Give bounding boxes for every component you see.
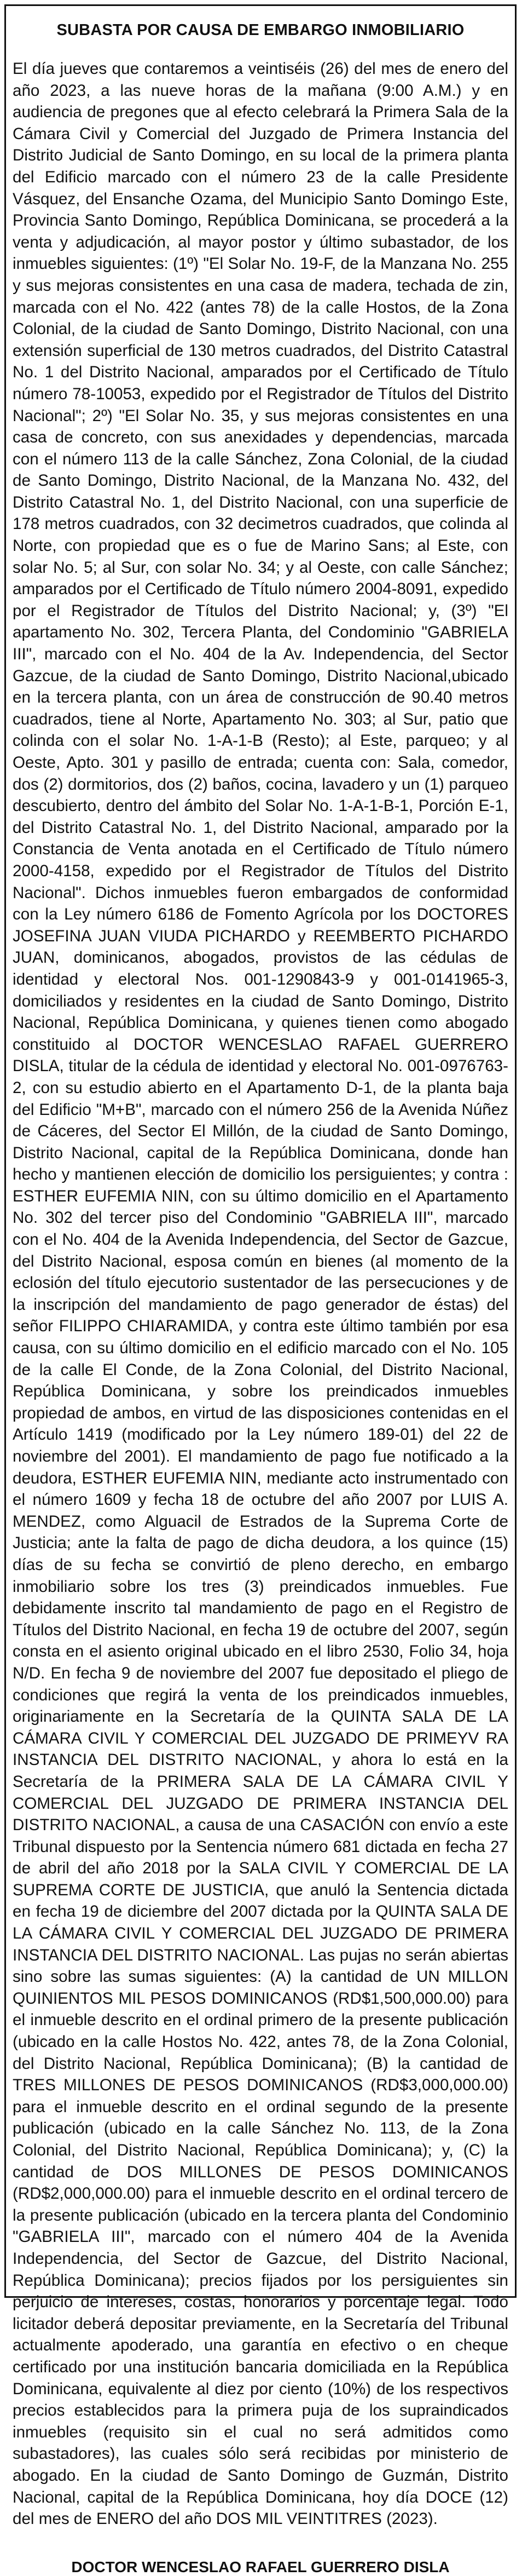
notice-title: SUBASTA POR CAUSA DE EMBARGO INMOBILIARIO	[56, 21, 465, 39]
legal-notice	[4, 4, 517, 2575]
notice-body: El día jueves que contaremos a veintiséis (26) del mes de enero del año 2023, a las nueve horas de la mañana (9:00 A.M.) y en audiencia de pregones que al efecto celebrará la Primera Sala de la Cámara Civil y Comercial del Juzgado de Primera Instancia del Distrito Judicial de Santo Domingo, en su local de la primera planta del Edificio marcado con el número 23 de la calle Presidente Vásquez, del Ensanche Ozama, del Municipio Santo Domingo Este, Provincia Santo Domingo, República Dominicana, se procederá a la venta y adjudicación, al mayor postor y último subastador, de los inmuebles siguientes: (1º) "El Solar No. 19-F, de la Manzana No. 255 y sus mejoras consistentes en una casa de madera, techada de zin, marcada con el No. 422 (antes 78) de la calle Hostos, de la Zona Colonial, de la ciudad de Santo Domingo, Distrito Nacional, con una extensión superficial de 130 metros cuadrados, del Distrito Catastral No. 1 del Distrito Nacional, amparados por el Certificado de Título número 78-10053, expedido por el Registrador de Títulos del Distrito Nacional"; 2º) "El Solar No. 35, y sus mejoras consistentes en una casa de concreto, con sus anexidades y dependencias, marcada con el número 113 de la calle Sánchez, Zona Colonial, de la ciudad de Santo Domingo, Distrito Nacional, de la Manzana No. 432, del Distrito Catastral No. 1, del Distrito Nacional, con una superficie de 178 metros cuadrados, con 32 decimetros cuadrados, que colinda al Norte, con propiedad que es o fue de Marino Sans; al Este, con solar No. 5; al Sur, con solar No. 34; y al Oeste, con calle Sánchez; amparados por el Certificado de Título número 2004-8091, expedido por el Registrador de Títulos del Distrito Nacional; y, (3º) "El apartamento No. 302, Tercera Planta, del Condominio "GABRIELA III", marcado con el No. 404 de la Av. Independencia, del Sector Gazcue, de la ciudad de Santo Domingo, Distrito Nacional,ubicado en la tercera planta, con un área de construcción de 90.40 metros cuadrados, tiene al Norte, Apartamento No. 303; al Sur, patio que colinda con el solar No. 1-A-1-B (Resto); al Este, parqueo; y al Oeste, Apto. 301 y pasillo de entrada; cuenta con: Sala, comedor, dos (2) dormitorios, dos (2) baños, cocina, lavadero y un (1) parqueo descubierto, dentro del ámbito del Solar No. 1-A-1-B-1, Porción E-1, del Distrito Catastral No. 1, del Distrito Nacional, amparado por la Constancia de Venta anotada en el Certificado de Título número 2000-4158, expedido por el Registrador de Títulos del Distrito Nacional". Dichos inmuebles fueron embargados de conformidad con la Ley número 6186 de Fomento Agrícola por los DOCTORES JOSEFINA JUAN VIUDA PICHARDO y REEMBERTO PICHARDO JUAN, dominicanos, abogados, provistos de las cédulas de identidad y electoral Nos. 001-1290843-9 y 001-0141965-3, domiciliados y residentes en la ciudad de Santo Domingo, Distrito Nacional, República Dominicana, y quienes tienen como abogado constituido al DOCTOR WENCESLAO RAFAEL GUERRERO DISLA, titular de la cédula de identidad y electoral No. 001-0976763-2, con su estudio abierto en el Apartamento D-1, de la planta baja del Edificio "M+B", marcado con el número 256 de la Avenida Núñez de Cáceres, del Sector El Millón, de la ciudad de Santo Domingo, Distrito Nacional, capital de la República Dominicana, donde han hecho y mantienen elección de domicilio los persiguientes; y contra : ESTHER EUFEMIA NIN, con su último domicilio en el Apartamento No. 302 del tercer piso del Condominio "GABRIELA III", marcado con el No. 404 de la Avenida Independencia, del Sector de Gazcue, del Distrito Nacional, esposa común en bienes (al momento de la eclosión del título ejecutorio sustentador de las persecuciones y de la inscripción del mandamiento de pago generador de éstas) del señor FILIPPO CHIARAMIDA, y contra este último también por esa causa, con su último domicilio en el edificio marcado con el No. 105 de la calle El Conde, de la Zona Colonial, del Distrito Nacional, República Dominicana, y sobre los preindicados inmuebles propiedad de ambos, en virtud de las disposiciones contenidas en el Artículo 1419 (modificado por la Ley número 189-01) del 22 de noviembre del 2001). El mandamiento de pago fue notificado a la deudora, ESTHER EUFEMIA NIN, mediante acto instrumentado con el número 1609 y fecha 18 de octubre del año 2007 por LUIS A. MENDEZ, como Alguacil de Estrados de la Suprema Corte de Justicia; ante la falta de pago de dicha deudora, a los quince (15) días de su fecha se convirtió de pleno derecho, en embargo inmobiliario sobre los tres (3) preindicados inmuebles. Fue debidamente inscrito tal mandamiento de pago en el Registro de Títulos del Distrito Nacional, en fecha 19 de octubre del 2007, según consta en el asiento original ubicado en el libro 2530, Folio 34, hoja N/D. En fecha 9 de noviembre del 2007 fue depositado el pliego de condiciones que regirá la venta de los preindicados inmuebles, originariamente en la Secretaría de la QUINTA SALA DE LA CÁMARA CIVIL Y COMERCIAL DEL JUZGADO DE PRIMEYV RA INSTANCIA DEL DISTRITO NACIONAL, y ahora lo está en la Secretaría de la PRIMERA SALA DE LA CÁMARA CIVIL Y COMERCIAL DEL JUZGADO DE PRIMERA INSTANCIA DEL DISTRITO NACIONAL, a causa de una CASACIÓN con envío a este Tribunal dispuesto por la Sentencia número 681 dictada en fecha 27 de abril del año 2018 por la SALA CIVIL Y COMERCIAL DE LA SUPREMA CORTE DE JUSTICIA, que anuló la Sentencia dictada en fecha 19 de diciembre del 2007 dictada por la QUINTA SALA DE LA CÁMARA CIVIL Y COMERCIAL DEL JUZGADO DE PRIMERA INSTANCIA DEL DISTRITO NACIONAL. Las pujas no serán abiertas sino sobre las sumas siguientes: (A) la cantidad de UN MILLON QUINIENTOS MIL PESOS DOMINICANOS (RD$1,500,000.00) para el inmueble descrito en el ordinal primero de la presente publicación (ubicado en la calle Hostos No. 422, antes 78, de la Zona Colonial, del Distrito Nacional, República Dominicana); (B) la cantidad de TRES MILLONES DE PESOS DOMINICANOS (RD$3,000,000.00) para el inmueble descrito en el ordinal segundo de la presente publicación (ubicado en la calle Sánchez No. 113, de la Zona Colonial, del Distrito Nacional, República Dominicana); y, (C) la cantidad de DOS MILLONES DE PESOS DOMINICANOS (RD$2,000,000.00) para el inmueble descrito en el ordinal tercero de la presente publicación (ubicado en la tercera planta del Condominio "GABRIELA III", marcado con el número 404 de la Avenida Independencia, del Sector de Gazcue, del Distrito Nacional, República Dominicana); precios fijados por los persiguientes sin perjuicio de intereses, costas, honorarios y porcentaje legal. Todo licitador deberá depositar previamente, en la Secretaría del Tribunal actualmente apoderado, una garantía en efectivo o en cheque certificado por una institución bancaria domiciliada en la República Dominicana, equivalente al diez por ciento (10%) de los respectivos precios establecidos para la primera puja de los supraindicados inmuebles (requisito sin el cual no será admitidos como subastadores), las cuales sólo será recibidas por ministerio de abogado. En la ciudad de Santo Domingo de Guzmán, Distrito Nacional, capital de la República Dominicana, hoy día DOCE (12) del mes de ENERO del año DOS MIL VEINTITRES (2023).	[13, 60, 508, 2528]
notice-signature: DOCTOR WENCESLAO RAFAEL GUERRERO DISLA	[71, 2558, 450, 2575]
